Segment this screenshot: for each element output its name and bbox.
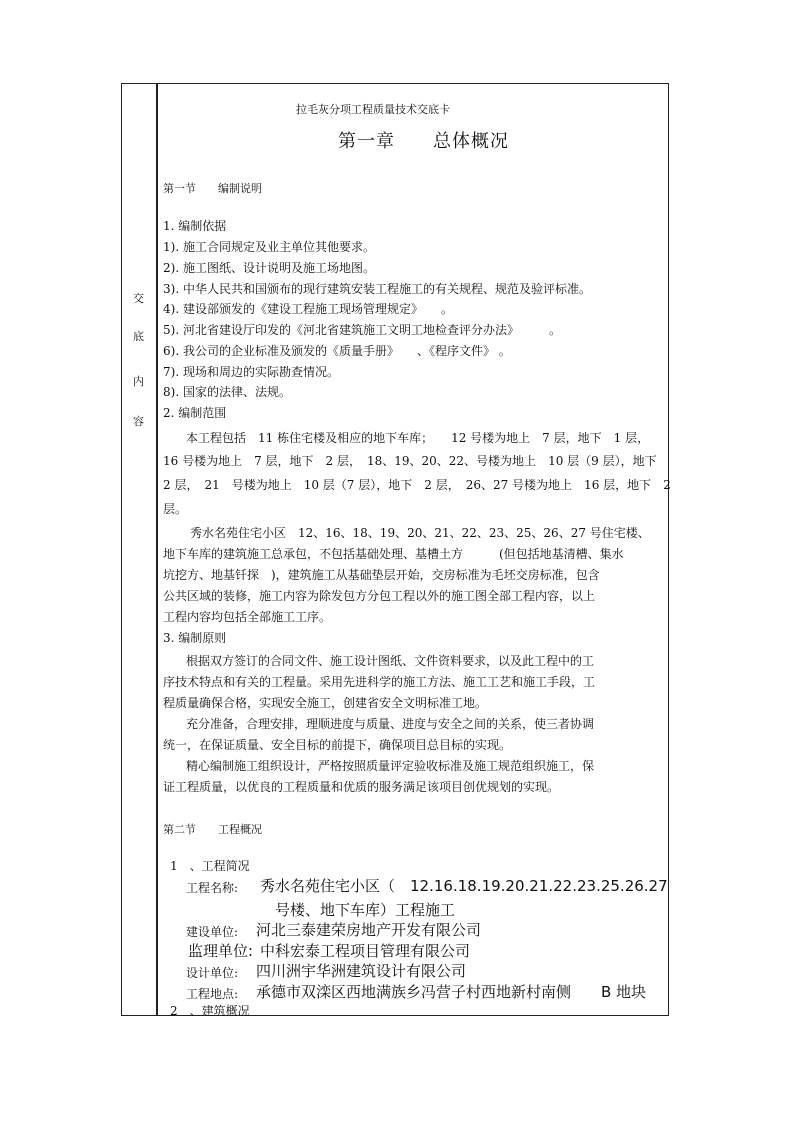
designer-label: 设计单位: xyxy=(186,966,239,980)
scope-line: 坑挖方、地基钎探 )，建筑施工从基础垫层开始，交房标准为毛坯交房标准，包含 xyxy=(163,568,600,582)
side-label-2: 底 xyxy=(133,330,144,343)
side-label-1: 交 xyxy=(133,292,144,305)
frame-top-gap xyxy=(122,84,156,85)
scope-line: 秀水名苑住宅小区 12、16、18、19、20、21、22、23、25、26、27 号住宅楼、 xyxy=(190,526,650,540)
scope-line: 工程内容均包括全部施工工序。 xyxy=(163,610,332,624)
basis-item: 2). 施工图纸、设计说明及施工场地图。 xyxy=(163,261,375,275)
project-name-label: 工程名称: xyxy=(186,881,239,895)
supervisor-label: 监理单位: xyxy=(188,942,254,960)
basis-item: 8). 国家的法律、法规。 xyxy=(163,385,291,399)
principle-line: 证工程质量，以优良的工程质量和优质的服务满足该项目创优规划的实现。 xyxy=(163,780,560,794)
basis-item: 5). 河北省建设厅印发的《河北省建筑施工文明工地检查评分办法》 。 xyxy=(163,323,561,337)
builder-label: 建设单位: xyxy=(186,925,239,939)
basis-title: 1. 编制依据 xyxy=(163,219,227,233)
principle-line: 程质量确保合格，实现安全施工，创建省安全文明标准工地。 xyxy=(163,696,488,710)
side-label-4: 容 xyxy=(133,415,144,428)
section2-title: 第二节 工程概况 xyxy=(163,823,262,836)
principle-line: 精心编制施工组织设计，严格按照质量评定验收标准及施工规范组织施工，保 xyxy=(186,759,595,773)
basis-item: 7). 现场和周边的实际勘查情况。 xyxy=(163,365,339,379)
scope-line: 2 层， 21 号楼为地上 10 层（7 层），地下 2 层， 26、27 号楼为地上 16 层，地下 2 xyxy=(163,478,671,492)
supervisor-value: 中科宏泰工程项目管理有限公司 xyxy=(260,942,471,960)
location-label: 工程地点: xyxy=(186,987,239,1001)
principle-line: 根据双方签订的合同文件、施工设计图纸、文件资料要求，以及此工程中的工 xyxy=(186,654,595,668)
principle-line: 充分准备，合理安排，理顺进度与质量、进度与安全之间的关系，使三者协调 xyxy=(186,717,595,731)
location-value: 承德市双滦区西地满族乡冯营子村西地新村南侧 B 地块 xyxy=(256,983,647,1001)
scope-line: 16 号楼为地上 7 层，地下 2 层， 18、19、20、22、号楼为地上 10 层（9 层），地下 xyxy=(163,454,657,468)
scope-line: 层。 xyxy=(163,502,188,516)
doc-header: 拉毛灰分项工程质量技术交底卡 xyxy=(296,103,450,116)
principle-title: 3. 编制原则 xyxy=(163,631,227,645)
scope-title: 2. 编制范围 xyxy=(163,406,227,420)
principle-line: 序技术特点和有关的工程量。采用先进科学的施工方法、施工工艺和施工手段，工 xyxy=(163,675,596,689)
builder-value: 河北三泰建荣房地产开发有限公司 xyxy=(256,921,482,939)
basis-item: 6). 我公司的企业标准及颁发的《质量手册》 、《程序文件》 。 xyxy=(163,344,511,358)
scope-line: 本工程包括 11 栋住宅楼及相应的地下车库； 12 号楼为地上 7 层，地下 1 层， xyxy=(186,431,650,445)
project-name-value: 秀水名苑住宅小区（ 12.16.18.19.20.21.22.23.25.26.27 xyxy=(260,877,668,895)
designer-value: 四川洲宇华洲建筑设计有限公司 xyxy=(256,962,467,980)
scope-line: 地下车库的建筑施工总承包，不包括基础处理、基槽土方 (但包括地基清槽、集水 xyxy=(163,547,624,561)
section1-title: 第一节 编制说明 xyxy=(163,182,262,195)
section2-sub2: 2 、建筑概况 xyxy=(170,1004,250,1018)
principle-line: 统一，在保证质量、安全目标的前提下，确保项目总目标的实现。 xyxy=(163,738,512,752)
chapter-title: 第一章 总体概况 xyxy=(338,131,509,152)
scope-line: 公共区域的装修，施工内容为除发包方分包工程以外的施工图全部工程内容，以上 xyxy=(163,589,596,603)
section2-sub1: 1 、工程简况 xyxy=(170,859,250,873)
basis-item: 3). 中华人民共和国颁布的现行建筑安装工程施工的有关规程、规范及验评标准。 xyxy=(163,282,591,296)
basis-item: 1). 施工合同规定及业主单位其他要求。 xyxy=(163,240,375,254)
basis-item: 4). 建设部颁发的《建设工程施工现场管理规定》 。 xyxy=(163,302,453,316)
project-name-value-cont: 号楼、地下车库）工程施工 xyxy=(275,901,456,919)
side-label-3: 内 xyxy=(133,375,144,388)
column-divider xyxy=(156,83,158,1016)
